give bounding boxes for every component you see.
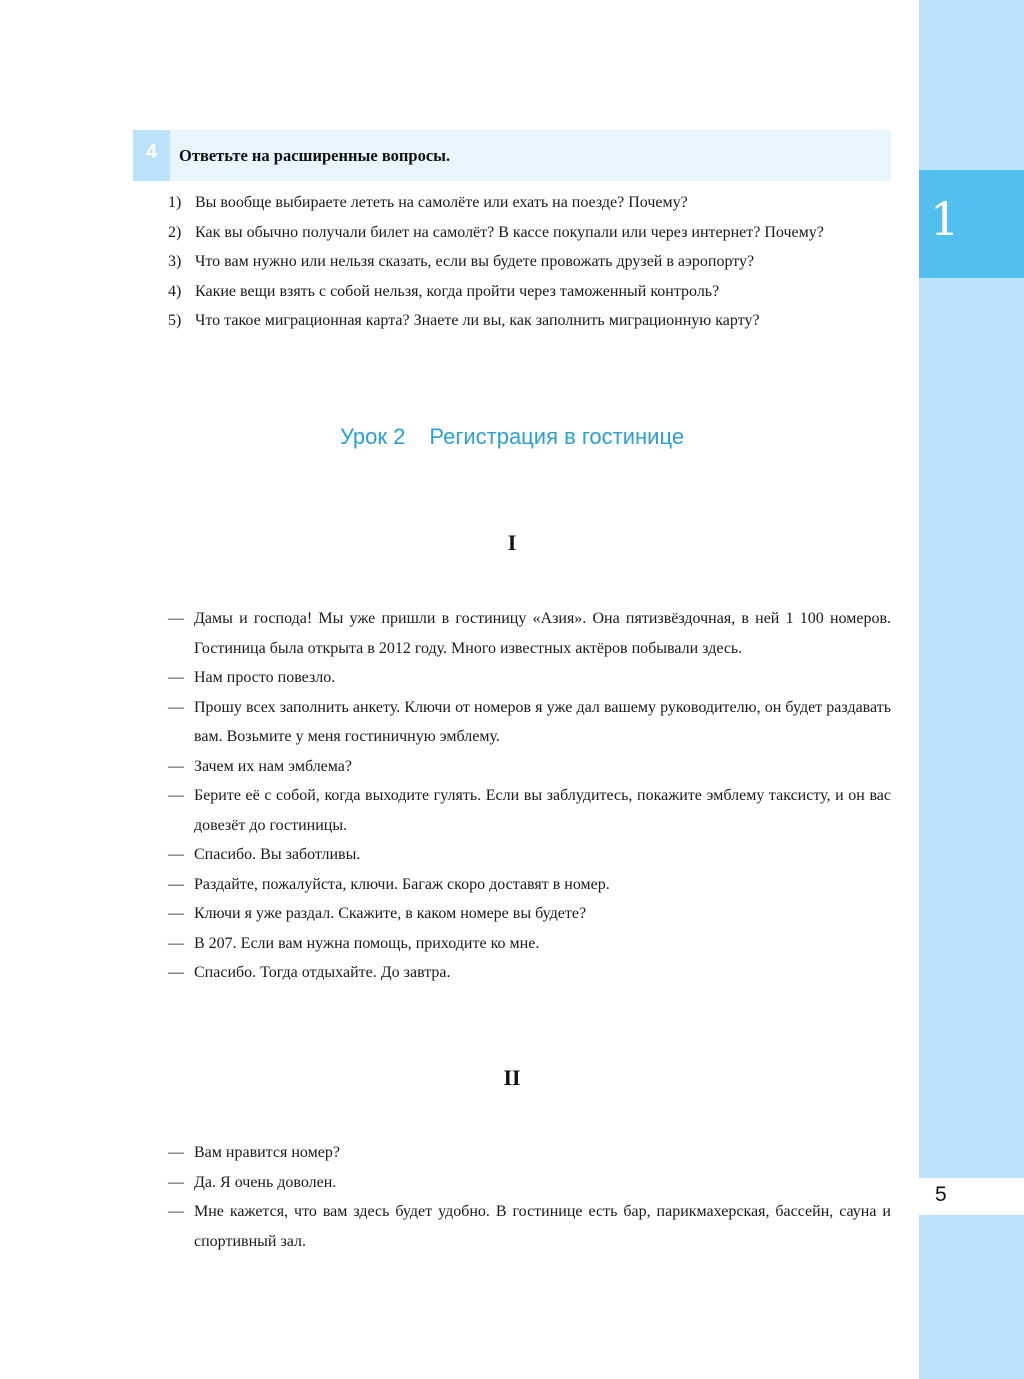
question-number: 1): [168, 194, 182, 211]
question-item: [168, 247, 891, 277]
question-number: 2): [168, 223, 182, 241]
dialogue-line: [168, 604, 891, 663]
dash: —: [168, 1144, 184, 1161]
question-item: [168, 306, 891, 336]
dialogue-part-2: [168, 1138, 891, 1256]
dash: —: [168, 964, 184, 981]
dialogue-text: Ключи я уже раздал. Скажите, в каком номере вы будете?: [194, 905, 587, 922]
dash: —: [168, 1173, 184, 1191]
dialogue-text: Зачем их нам эмблема?: [194, 757, 352, 775]
dialogue-line: [168, 1138, 891, 1168]
lesson-number: Урок 2: [339, 424, 406, 449]
dialogue-text: Да. Я очень доволен.: [194, 1173, 337, 1191]
dash: —: [168, 1203, 184, 1220]
dash: —: [168, 698, 184, 716]
dialogue-line: [168, 752, 891, 782]
part-heading-2: II: [503, 1065, 521, 1090]
dash: —: [168, 757, 184, 775]
question-number: 3): [168, 253, 182, 270]
lesson-title: [0, 424, 1024, 450]
dialogue-text: Спасибо. Вы заботливы.: [194, 846, 361, 863]
dialogue-text: Раздайте, пожалуйста, ключи. Багаж скоро доставят в номер.: [194, 875, 610, 893]
question-number: 4): [168, 282, 182, 300]
question-text: Как вы обычно получали билет на самолёт? В кассе покупали или через интернет? Почему?: [195, 223, 824, 241]
dialogue-line: [168, 899, 891, 929]
dash: —: [168, 934, 184, 952]
question-text: Что вам нужно или нельзя сказать, если вы будете провожать друзей в аэропорту?: [195, 253, 755, 270]
part-heading-1: I: [507, 530, 517, 555]
dialogue-line: [168, 1168, 891, 1198]
dialogue-part-1: [168, 604, 891, 988]
chapter-number: 1: [930, 192, 960, 246]
dash: —: [168, 610, 184, 627]
dash: —: [168, 905, 184, 922]
dialogue-line: [168, 958, 891, 988]
dialogue-line: [168, 929, 891, 959]
dialogue-line: [168, 663, 891, 693]
dialogue-text: Дамы и господа! Мы уже пришли в гостиницу «Азия». Она пятизвёздочная, в ней 1 100 номеров. Гостиница была открыта в 2012 году. Много известных актёров побывали здесь.: [194, 610, 891, 657]
question-list: [168, 188, 891, 336]
task-number: 4: [145, 141, 158, 163]
task-title: Ответьте на расширенные вопросы.: [179, 146, 451, 165]
dialogue-line: [168, 1197, 891, 1256]
dialogue-line: [168, 870, 891, 900]
dialogue-text: Мне кажется, что вам здесь будет удобно. В гостинице есть бар, парикмахерская, бассейн, сауна и спортивный зал.: [194, 1203, 891, 1250]
dialogue-text: Спасибо. Тогда отдыхайте. До завтра.: [194, 964, 451, 981]
question-item: [168, 218, 891, 248]
dash: —: [168, 846, 184, 863]
question-text: Вы вообще выбираете лететь на самолёте или ехать на поезде? Почему?: [195, 194, 688, 211]
dialogue-text: Нам просто повезло.: [194, 669, 336, 686]
lesson-name: Регистрация в гостинице: [429, 424, 685, 449]
dialogue-line: [168, 693, 891, 752]
dialogue-text: Вам нравится номер?: [194, 1144, 340, 1161]
question-item: [168, 188, 891, 218]
dialogue-text: Прошу всех заполнить анкету. Ключи от номеров я уже дал вашему руководителю, он будет раздавать вам. Возьмите у меня гостиничную эмблему.: [194, 698, 891, 745]
question-item: [168, 277, 891, 307]
page-number: 5: [935, 1183, 947, 1206]
dash: —: [168, 787, 184, 804]
dialogue-text: Берите её с собой, когда выходите гулять. Если вы заблудитесь, покажите эмблему таксисту, и он вас довезёт до гостиницы.: [194, 787, 891, 834]
dialogue-line: [168, 840, 891, 870]
dash: —: [168, 669, 184, 686]
question-text: Какие вещи взять с собой нельзя, когда пройти через таможенный контроль?: [195, 282, 720, 300]
question-number: 5): [168, 312, 182, 329]
question-text: Что такое миграционная карта? Знаете ли вы, как заполнить миграционную карту?: [195, 312, 760, 329]
dialogue-line: [168, 781, 891, 840]
dash: —: [168, 875, 184, 893]
dialogue-text: В 207. Если вам нужна помощь, приходите ко мне.: [194, 934, 540, 952]
